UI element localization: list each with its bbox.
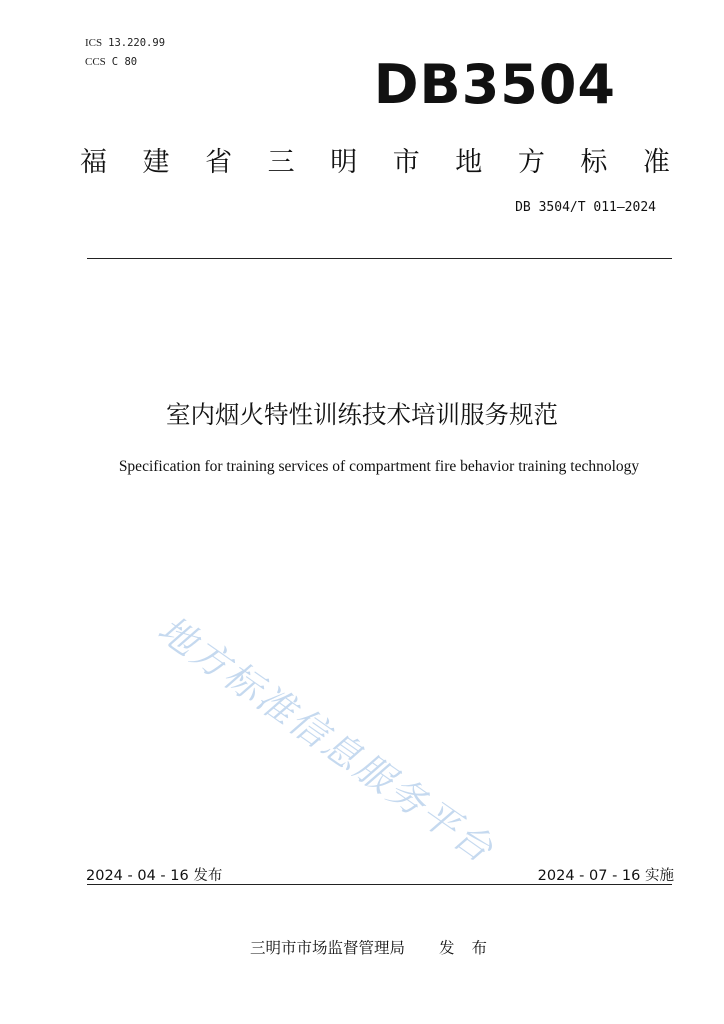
standard-code: DB 3504/T 011—2024 <box>515 200 656 215</box>
top-divider <box>87 258 672 259</box>
publisher-action: 发 布 <box>439 939 493 957</box>
ics-classification <box>85 37 165 49</box>
bottom-divider <box>87 884 672 885</box>
category-char: 方 <box>517 147 545 178</box>
title-chinese: 室内烟火特性训练技术培训服务规范 <box>166 400 558 429</box>
category-char: 明 <box>330 147 358 178</box>
category-char: 地 <box>455 147 483 178</box>
publisher-org: 三明市市场监督管理局 <box>250 939 406 957</box>
ics-value: 13.220.99 <box>108 37 166 49</box>
watermark: 地方标准信息服务平台 <box>150 607 503 873</box>
publisher-line <box>250 936 493 958</box>
issue-date: 2024 - 04 - 16 发布 <box>86 868 223 884</box>
db-logo: DB3504 <box>373 53 616 116</box>
category-char: 福 <box>80 147 107 178</box>
ics-label: ICS <box>85 37 103 49</box>
implementation-date: 2024 - 07 - 16 实施 <box>537 868 674 884</box>
title-english: Specification for training services of compartment fire behavior training technology <box>118 458 640 475</box>
category-char: 三 <box>267 147 295 178</box>
ccs-value: C 80 <box>111 56 138 68</box>
standard-category-name <box>80 140 670 179</box>
category-char: 市 <box>392 147 420 178</box>
category-char: 准 <box>642 147 670 178</box>
ccs-classification <box>85 56 137 68</box>
category-char: 省 <box>205 147 233 178</box>
ccs-label: CCS <box>85 56 106 68</box>
category-char: 标 <box>580 147 608 178</box>
category-char: 建 <box>142 147 170 178</box>
